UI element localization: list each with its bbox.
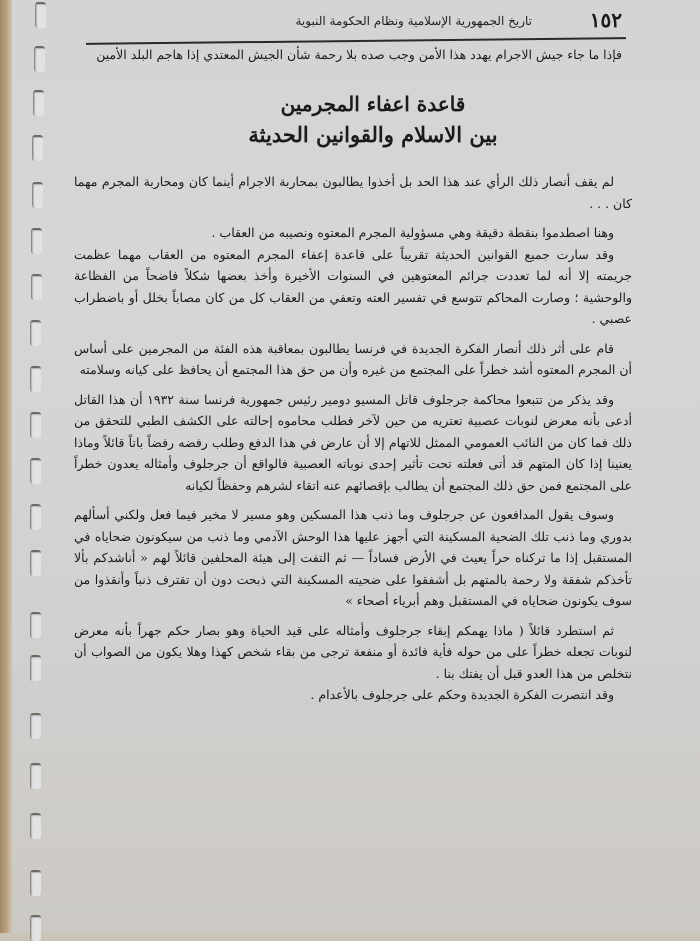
page-number: ١٥٢ [589, 8, 622, 32]
paragraph: وسوف يقول المدافعون عن جرجلوف وما ذنب هذا المسكين وهو مسير لا مخير فيما فعل ولكني أسألهم بدوري وما ذنب تلك الضحية المسكينة التي أجهز عليها هذا الوحش الآدمي وما ذنب من سيكونون ضحاياه في المستقبل إذا ما تركناه حراً يعيث في الأرض فساداً — ثم التفت إلى هيئة المحلفين قائلاً لهم « أناشدكم بألا تأخذكم شفقة ولا رحمة بالمتهم بل أشفقوا على ضحيته المسكينة التي ذبحت دون أن تقترف ذنباً وأنقذوا من سوف يكونون ضحاياه في المستقبل وهم أبرياء أصحاء » [74, 507, 632, 608]
paragraph: ثم استطرد قائلاً ( ماذا يهمكم إبقاء جرجلوف وأمثاله على قيد الحياة وهو بصار حكم جهراً بأنه معرض لنوبات تجعله خطراً على من حوله فأية فائدة أو منفعة ترجى من بقاء شخص كهذا وهلا يكون من الصواب أن نتخلص من هذا العدو قبل أن يفتك بنا . [74, 622, 632, 681]
binding-hole [30, 915, 41, 941]
section-title: قاعدة اعفاء المجرمين [280, 92, 466, 116]
binder-edge [0, 0, 12, 933]
book-title: تاريخ الجمهورية الإسلامية ونظام الحكومة النبوية [295, 14, 532, 28]
paragraph: وهنا اصطدموا بنقطة دقيقة وهي مسؤولية المجرم المعتوه ونصيبه من العقاب . [211, 225, 614, 240]
binding-holes [32, 0, 46, 933]
binding-hole [35, 2, 46, 28]
paragraph: قام على أثر ذلك أنصار الفكرة الجديدة في فرنسا يطالبون بمعاقبة هذه الفئة من المجرمين على أساس أن المجرم المعتوه أشد خطراً على المجتمع من غيره وأن من حق هذا المجتمع أن يحافظ على كيانه وسلامته [74, 340, 632, 377]
book-page [12, 0, 700, 933]
binding-hole [30, 612, 41, 638]
binding-hole [31, 274, 42, 300]
paragraph: وقد انتصرت الفكرة الجديدة وحكم على جرجلوف بالأعدام . [310, 687, 614, 702]
binding-hole [32, 135, 43, 161]
binding-hole [30, 655, 41, 681]
section-subtitle: بين الاسلام والقوانين الحديثة [248, 122, 498, 147]
paragraph: وقد يذكر من تتبعوا محاكمة جرجلوف قاتل المسيو دومير رئيس جمهورية فرنسا سنة ١٩٣٢ أن هذا القاتل أدعى بأنه معرض لنوبات عصبية تعتريه من حين لآخر فطلب محاموه إحالته على الكشف الطبي للتحقق من ذلك فما كان من النائب العمومي الممثل للاتهام إلا أن عارض في هذا الدفع وطلب رفضه رفضاً باتاً قائلاً وماذا يعنينا إذا كان المتهم قد أتى فعلته تحت تأثير إحدى نوباته العصبية فالواقع أن جرجلوف وأمثاله يعدون خطراً على المجتمع فمن حق ذلك المجتمع أن يطالب بإقصائهم عنه اتقاء لشرهم وحفظاً لكيانه [74, 391, 632, 493]
binding-hole [30, 550, 41, 576]
binding-hole [30, 458, 41, 484]
page-content [74, 44, 632, 714]
binding-hole [30, 813, 41, 839]
paragraph: وقد سارت جميع القوانين الحديثة تقريباً على قاعدة إعفاء المجرم المعتوه من العقاب مهما عظمت جريمته إلا أنه لما تعددت جرائم المعتوهين في السنوات الأخيرة وأخذ بعضها شكلاً فاضحاً من الفظاعة والوحشية ؛ وصارت المحاكم تتوسع في تفسير العته وتعفي من العقاب كل من كان مصاباً بخلل أو باضطراب عصبي . [74, 246, 632, 326]
binding-hole [32, 182, 43, 208]
binding-hole [31, 228, 42, 254]
binding-hole [30, 320, 41, 346]
top-note: فإذا ما جاء جيش الاجرام يهدد هذا الأمن وجب صده بلا رحمة شأن الجيش المعتدي إذا هاجم البلد الأمين [96, 47, 622, 62]
binding-hole [30, 763, 41, 789]
binding-hole [30, 412, 41, 438]
binding-hole [33, 90, 44, 116]
binding-hole [30, 366, 41, 392]
paragraph: لم يقف أنصار ذلك الرأي عند هذا الحد بل أخذوا يطالبون بمحاربة الاجرام أينما كان ومحاربة المجرم مهما كان . . . [74, 174, 632, 211]
binding-hole [30, 870, 41, 896]
running-head [72, 4, 632, 44]
binding-hole [30, 713, 41, 739]
binding-hole [34, 46, 45, 72]
binding-hole [30, 504, 41, 530]
